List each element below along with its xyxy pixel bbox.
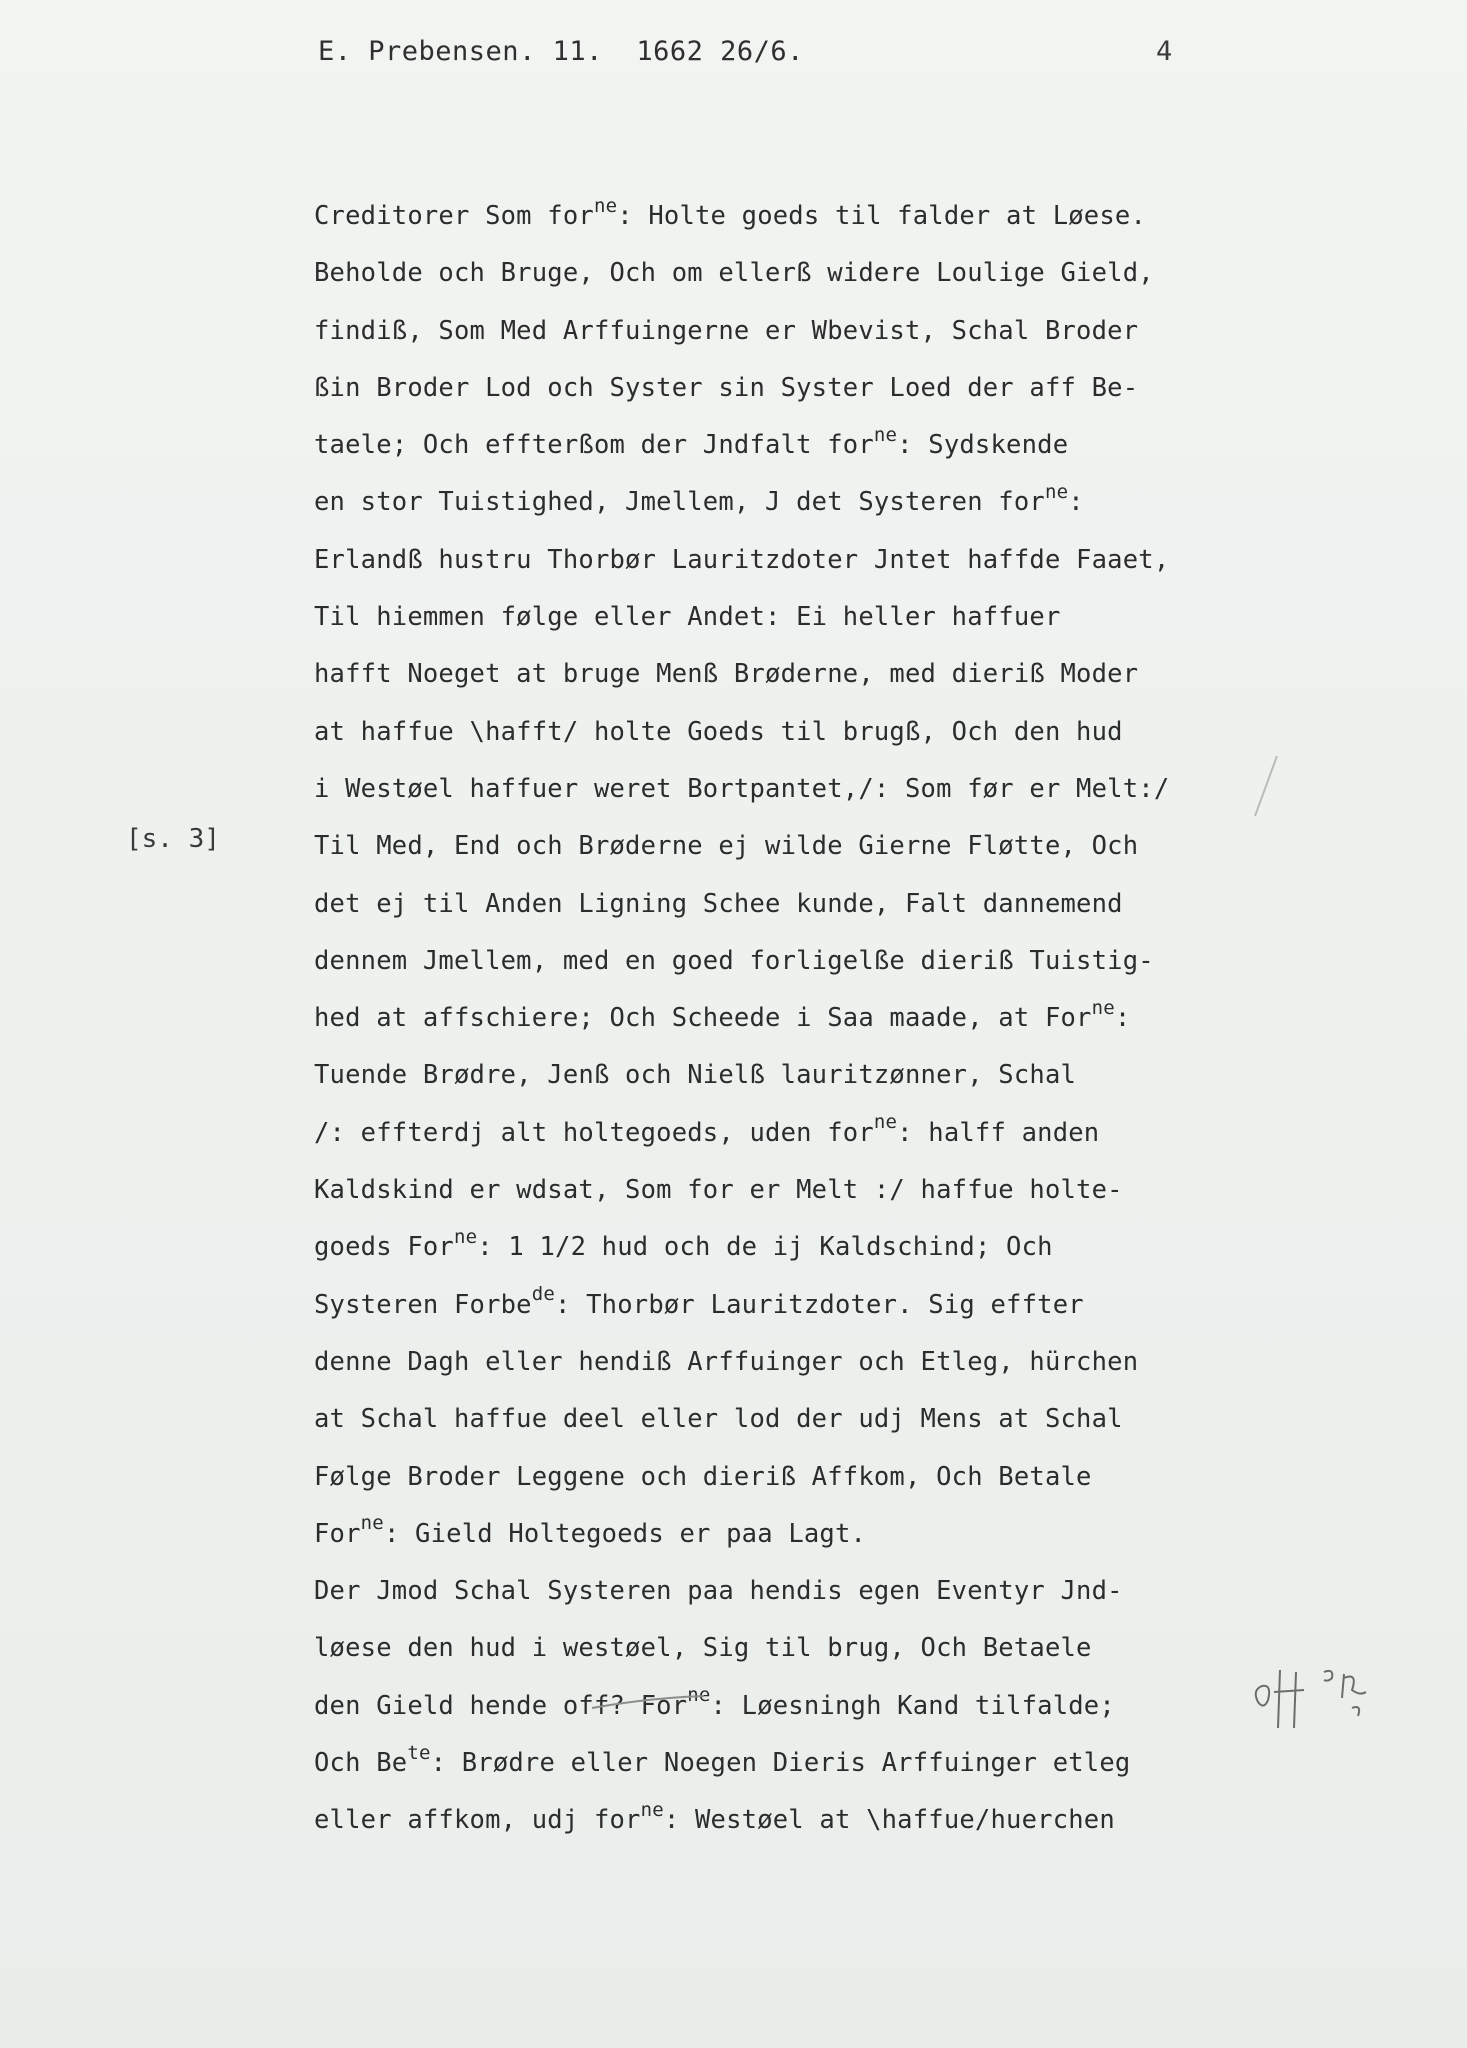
superscript-abbreviation: ne bbox=[687, 1684, 711, 1707]
page-number: 4 bbox=[1156, 36, 1173, 67]
line-text: Der Jmod Schal Systeren paa hendis egen Eventyr Jnd- bbox=[314, 1576, 1123, 1607]
line-text: goeds For bbox=[314, 1232, 454, 1263]
superscript-abbreviation: ne bbox=[360, 1512, 384, 1535]
line-text: Til Med, End och Brøderne ej wilde Gierne Fløtte, Och bbox=[314, 831, 1139, 862]
line-text: : Thorbør Lauritzdoter. Sig effter bbox=[555, 1289, 1084, 1320]
superscript-abbreviation: ne bbox=[593, 194, 618, 217]
line-text: findiß, Som Med Arffuingerne er Wbevist, Schal Broder bbox=[314, 315, 1139, 346]
line-text: For bbox=[314, 1518, 361, 1549]
line-text: taele; Och effterßom der Jndfalt for bbox=[314, 430, 874, 461]
line-text: ßin Broder Lod och Syster sin Syster Loed der aff Be- bbox=[314, 372, 1139, 403]
text-line bbox=[314, 1113, 1324, 1170]
line-text: : halff anden bbox=[897, 1117, 1100, 1148]
line-text: at Schal haffue deel eller lod der udj Mens at Schal bbox=[314, 1404, 1123, 1435]
line-text: : Brødre eller Noegen Dieris Arffuinger etleg bbox=[430, 1748, 1131, 1779]
text-line bbox=[314, 1399, 1324, 1456]
text-line bbox=[314, 654, 1324, 711]
line-text: Til hiemmen følge eller Andet: Ei heller haffuer bbox=[314, 602, 1061, 633]
line-text: : Sydskende bbox=[897, 430, 1069, 461]
line-text: : bbox=[1068, 487, 1084, 518]
text-line bbox=[314, 1571, 1324, 1628]
text-line bbox=[314, 769, 1324, 826]
text-line bbox=[314, 1628, 1324, 1685]
superscript-abbreviation: ne bbox=[453, 1225, 478, 1248]
text-line bbox=[314, 941, 1324, 998]
pencil-mark bbox=[1245, 752, 1285, 822]
text-line bbox=[314, 1800, 1324, 1857]
text-line bbox=[314, 196, 1324, 253]
line-text: den Gield hende off? For bbox=[314, 1690, 688, 1721]
line-text: Creditorer Som for bbox=[314, 201, 594, 231]
line-text: løese den hud i westøel, Sig til brug, Och Betaele bbox=[314, 1633, 1092, 1664]
superscript-abbreviation: ne bbox=[873, 1111, 898, 1134]
text-line bbox=[314, 540, 1324, 597]
line-text: hed at affschiere; Och Scheede i Saa maade, at For bbox=[314, 1003, 1092, 1034]
line-text: en stor Tuistighed, Jmellem, J det Systeren for bbox=[314, 487, 1045, 518]
text-line bbox=[314, 1342, 1324, 1399]
text-line bbox=[314, 597, 1324, 654]
line-text: : bbox=[1114, 1003, 1131, 1034]
text-line bbox=[314, 1514, 1324, 1571]
line-text: Erlandß hustru Thorbør Lauritzdoter Jntet haffde Faaet, bbox=[314, 544, 1170, 575]
line-text: hafft Noeget at bruge Menß Brøderne, med dieriß Moder bbox=[314, 659, 1139, 690]
line-text: : Holte goeds til falder at Løese. bbox=[617, 201, 1147, 231]
text-line bbox=[314, 1686, 1324, 1743]
line-text: i Westøel haffuer weret Bortpantet,/: Som før er Melt:/ bbox=[314, 773, 1170, 804]
line-text: eller affkom, udj for bbox=[314, 1805, 641, 1836]
line-text: : 1 1/2 hud och de ij Kaldschind; Och bbox=[477, 1232, 1053, 1263]
line-text: /: effterdj alt holtegoeds, uden for bbox=[314, 1117, 874, 1148]
line-text: det ej til Anden Ligning Schee kunde, Falt dannemend bbox=[314, 888, 1123, 919]
line-text: Systeren Forbe bbox=[314, 1289, 532, 1320]
line-text: dennem Jmellem, med en goed forligelße dieriß Tuistig- bbox=[314, 945, 1154, 976]
line-text: : Gield Holtegoeds er paa Lagt. bbox=[383, 1518, 867, 1549]
line-text: Och Be bbox=[314, 1748, 408, 1779]
line-text: : Westøel at \haffue/huerchen bbox=[663, 1805, 1115, 1836]
superscript-abbreviation: ne bbox=[1044, 480, 1069, 503]
line-text: denne Dagh eller hendiß Arffuinger och Etleg, hürchen bbox=[314, 1346, 1139, 1377]
text-line bbox=[314, 884, 1324, 941]
superscript-abbreviation: de bbox=[531, 1283, 556, 1306]
line-text: Tuende Brødre, Jenß och Nielß lauritzønner, Schal bbox=[314, 1060, 1077, 1091]
text-line bbox=[314, 311, 1324, 368]
superscript-abbreviation: ne bbox=[873, 423, 898, 446]
transcription-body bbox=[314, 196, 1324, 1858]
text-line bbox=[314, 368, 1324, 425]
line-text: Beholde och Bruge, Och om ellerß widere Loulige Gield, bbox=[314, 258, 1154, 289]
superscript-abbreviation: te bbox=[407, 1741, 431, 1764]
text-line bbox=[314, 1285, 1324, 1342]
line-text: Kaldskind er wdsat, Som for er Melt :/ haffue holte- bbox=[314, 1175, 1123, 1206]
text-line bbox=[314, 826, 1324, 883]
superscript-abbreviation: ne bbox=[640, 1798, 664, 1821]
pencil-underline bbox=[588, 1692, 708, 1714]
text-line bbox=[314, 998, 1324, 1055]
handwritten-annotation bbox=[1248, 1662, 1398, 1732]
text-line bbox=[314, 1743, 1324, 1800]
page-header: E. Prebensen. 11. 1662 26/6. bbox=[318, 36, 804, 67]
text-line bbox=[314, 1055, 1324, 1112]
text-line bbox=[314, 1457, 1324, 1514]
text-line bbox=[314, 1227, 1324, 1284]
text-line bbox=[314, 712, 1324, 769]
margin-page-reference: [s. 3] bbox=[126, 824, 220, 854]
superscript-abbreviation: ne bbox=[1091, 996, 1115, 1019]
text-line bbox=[314, 425, 1324, 482]
line-text: Følge Broder Leggene och dieriß Affkom, Och Betale bbox=[314, 1461, 1092, 1492]
text-line bbox=[314, 253, 1324, 310]
line-text: at haffue \hafft/ holte Goeds til brugß, Och den hud bbox=[314, 716, 1123, 747]
text-line bbox=[314, 1170, 1324, 1227]
text-line bbox=[314, 482, 1324, 539]
line-text: : Løesningh Kand tilfalde; bbox=[710, 1690, 1115, 1721]
